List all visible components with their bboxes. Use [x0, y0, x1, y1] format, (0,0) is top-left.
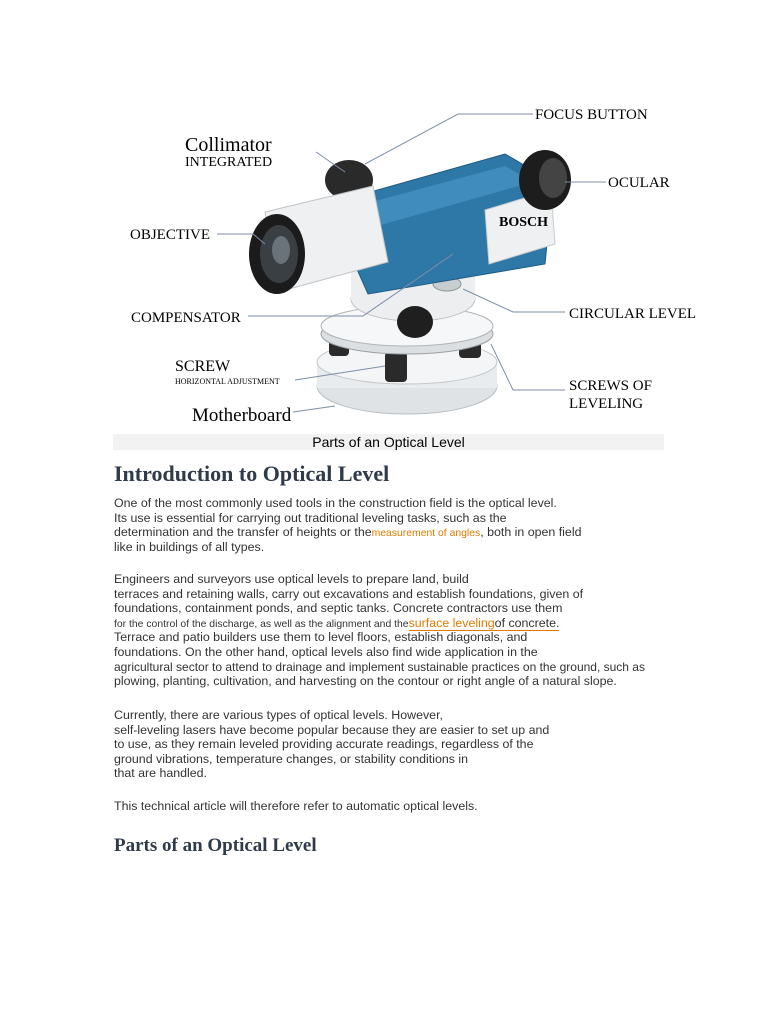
- p1-line-4: like in buildings of all types.: [114, 539, 265, 554]
- surface-leveling-link[interactable]: surface leveling: [408, 615, 495, 630]
- label-horizontal-adjustment: HORIZONTAL ADJUSTMENT: [175, 377, 280, 386]
- paragraph-4: [114, 799, 478, 814]
- p2-line-4-text: for the control of the discharge, as well as the alignment and the: [114, 618, 409, 630]
- p2-line-8: plowing, planting, cultivation, and harvesting on the contour or right angle of a natural slope.: [114, 674, 617, 689]
- p3-line-2: self-leveling lasers have become popular because they are easier to set up and: [114, 722, 550, 737]
- label-motherboard: Motherboard: [192, 405, 292, 426]
- p2-line-3: foundations, containment ponds, and septic tanks. Concrete contractors use them: [114, 601, 563, 616]
- p1-line-3-end: , both in open field: [480, 525, 582, 540]
- label-bosch: BOSCH: [499, 215, 549, 230]
- label-screw: SCREW: [175, 358, 231, 375]
- p2-line-2: terraces and retaining walls, carry out excavations and establish foundations, given of: [114, 586, 584, 601]
- label-circular-level: CIRCULAR LEVEL: [569, 306, 697, 322]
- figure-caption: Parts of an Optical Level: [113, 434, 664, 450]
- label-ocular: OCULAR: [608, 175, 670, 191]
- paragraph-2: [114, 572, 645, 689]
- label-leveling: LEVELING: [569, 396, 644, 412]
- p3-line-1: Currently, there are various types of optical levels. However,: [114, 708, 443, 722]
- label-compensator: COMPENSATOR: [131, 310, 241, 326]
- p1-line-2: Its use is essential for carrying out traditional leveling tasks, such as the: [114, 510, 507, 525]
- p2-line-5: Terrace and patio builders use them to level floors, establish diagonals, and: [114, 630, 528, 645]
- p3-line-4: ground vibrations, temperature changes, or stability conditions in: [114, 751, 469, 766]
- p1-line-3-text: determination and the transfer of heights or the: [114, 525, 372, 540]
- p2-line-4: [114, 616, 645, 631]
- label-collimator: Collimator: [185, 134, 272, 156]
- label-screws-of: SCREWS OF: [569, 378, 652, 394]
- p4-line-1: This technical article will therefore refer to automatic optical levels.: [114, 799, 478, 813]
- label-objective: OBJECTIVE: [130, 227, 210, 243]
- p2-line-4-end: of concrete.: [494, 615, 560, 630]
- paragraph-1: [114, 496, 581, 554]
- optical-level-figure: [113, 94, 697, 450]
- paragraph-3: [114, 708, 549, 781]
- p3-line-5: that are handled.: [114, 766, 208, 781]
- p2-line-1: Engineers and surveyors use optical levels to prepare land, build: [114, 572, 469, 586]
- measurement-of-angles-link[interactable]: measurement of angles: [371, 528, 481, 540]
- section-heading-parts: Parts of an Optical Level: [114, 835, 317, 856]
- p3-line-3: to use, as they remain leveled providing accurate readings, regardless of the: [114, 737, 534, 752]
- label-integrated: INTEGRATED: [185, 155, 273, 170]
- p1-line-1: One of the most commonly used tools in the construction field is the optical level.: [114, 496, 557, 510]
- optical-level-diagram: [113, 94, 697, 434]
- label-focus-button: FOCUS BUTTON: [535, 107, 648, 123]
- article-title: Introduction to Optical Level: [114, 461, 390, 486]
- p2-line-6: foundations. On the other hand, optical levels also find wide application in the: [114, 644, 538, 659]
- p1-line-3: [114, 525, 581, 540]
- p2-line-7: agricultural sector to attend to drainage and implement sustainable practices on the ground, such as: [114, 659, 645, 674]
